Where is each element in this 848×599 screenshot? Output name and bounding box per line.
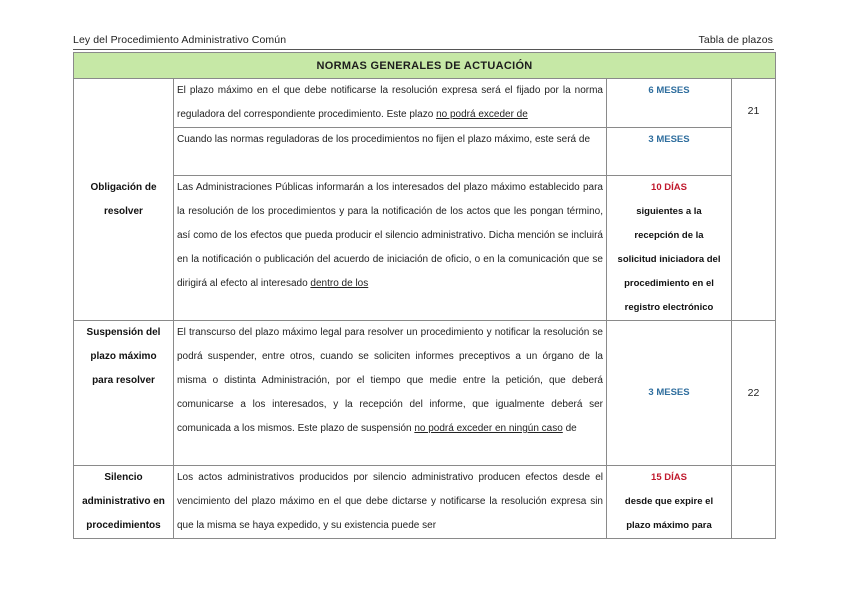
table-row [74,128,776,176]
rule-text-underlined: no podrá exceder de [436,109,528,120]
rule-text: Cuando las normas reguladoras de los procedimientos no fijen el plazo máximo, este será de [174,128,607,176]
article-number: 22 [732,321,776,466]
label-line: Silencio [104,472,143,483]
plazo-detail: siguientes a la [636,206,702,217]
header-rule [73,49,774,50]
label-line: para resolver [92,375,155,386]
article-number-empty [732,466,776,539]
table-row [74,466,776,539]
plazo-detail: procedimiento en el [624,278,714,289]
row-label-obligacion [74,79,174,321]
table-row [74,321,776,466]
plazo-value: 3 MESES [607,128,732,176]
rule-text-body: Las Administraciones Públicas informarán a los interesados del plazo máximo establecido para la resolución de los procedimientos y para la notificación de los actos que les pongan término, así como de los efectos que pueda producir el silencio administrativo. Dicha mención se incluirá en la notificación o publicación del acuerdo de iniciación de oficio, o en la comunicación que se dirigirá al efecto al interesado [177,182,603,289]
plazo-detail: plazo máximo para [626,520,712,531]
row-label-silencio [74,466,174,539]
table-row [74,79,776,128]
label-line: Obligación de [90,181,157,193]
rule-text-body: El plazo máximo en el que debe notificarse la resolución expresa será el fijado por la norma reguladora del correspondiente procedimiento. Este plazo [177,85,603,120]
banner-row [74,53,776,79]
rule-text-body: El transcurso del plazo máximo legal para resolver un procedimiento y notificar la resolución se podrá suspender, entre otros, cuando se soliciten informes preceptivos a un órgano de la misma o distinta Administración, por el tiempo que medie entre la petición, que deberá comunicarse a los interesados, y la recepción del informe, que igualmente deberá ser comunicada a los mismos. Este plazo de suspensión [177,327,603,434]
row-label-suspension [74,321,174,466]
rule-text-end: de [562,423,577,434]
label-line: plazo máximo [90,351,157,362]
plazo-value: 10 DÍAS [651,182,687,193]
rule-text-underlined: dentro de los [310,278,369,289]
plazo-detail: recepción de la [634,230,704,241]
document-header-section: Tabla de plazos [698,34,773,46]
rule-text [174,79,607,128]
rule-text-underlined: no podrá exceder en ningún caso [414,423,563,434]
section-banner: NORMAS GENERALES DE ACTUACIÓN [74,53,776,79]
plazo-value: 6 MESES [607,79,732,128]
label-line: administrativo en [82,496,165,507]
label-line: resolver [104,205,143,217]
rule-text [174,176,607,321]
label-line: Suspensión del [86,327,161,338]
rule-text [174,321,607,466]
plazo-detail: registro electrónico [624,302,714,313]
plazo-detail: desde que expire el [624,496,714,507]
plazo-value: 3 MESES [607,321,732,466]
rule-text: Los actos administrativos producidos por silencio administrativo producen efectos desde el vencimiento del plazo máximo en el que debe dictarse y notificarse la resolución expresa sin que la misma se haya expedido, y su existencia puede ser [174,466,607,539]
article-number: 21 [732,79,776,321]
table-row [74,176,776,321]
plazo-detail: solicitud iniciadora del [617,254,721,265]
plazo-cell [607,466,732,539]
document-header-title: Ley del Procedimiento Administrativo Común [73,34,287,46]
plazo-value: 15 DÍAS [651,472,687,483]
plazo-cell [607,176,732,321]
label-line: procedimientos [86,520,161,531]
plazos-table [73,52,776,539]
